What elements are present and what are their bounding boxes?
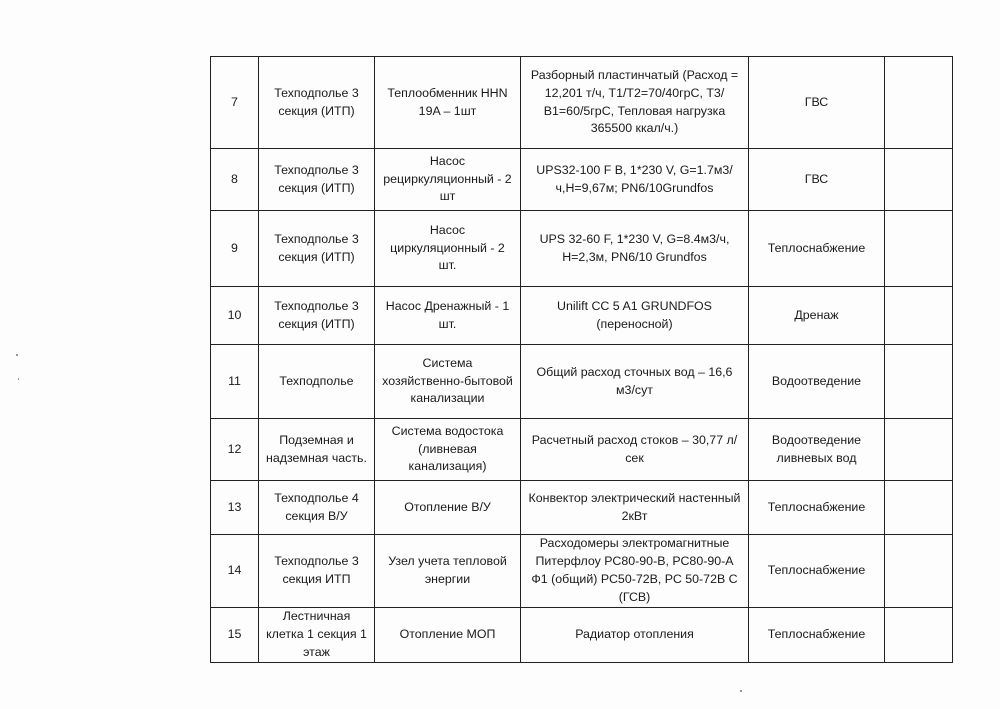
equipment-cell: Насос Дренажный - 1 шт. [375, 287, 521, 345]
row-number: 7 [211, 57, 259, 149]
note-cell [885, 481, 953, 535]
row-number: 14 [211, 535, 259, 608]
system-cell: Теплоснабжение [749, 607, 885, 662]
table-row [211, 345, 953, 419]
characteristics-cell: Расчетный расход стоков – 30,77 л/сек [521, 419, 749, 481]
location-cell: Техподполье 3 секция (ИТП) [259, 287, 375, 345]
equipment-cell: Узел учета тепловой энергии [375, 535, 521, 608]
characteristics-cell: UPS 32-60 F, 1*230 V, G=8.4м3/ч, H=2,3м, PN6/10 Grundfos [521, 211, 749, 287]
note-cell [885, 419, 953, 481]
row-number: 15 [211, 607, 259, 662]
table-row [211, 211, 953, 287]
note-cell [885, 287, 953, 345]
note-cell [885, 345, 953, 419]
location-cell: Лестничная клетка 1 секция 1 этаж [259, 607, 375, 662]
note-cell [885, 211, 953, 287]
table-row [211, 607, 953, 662]
equipment-cell: Отопление МОП [375, 607, 521, 662]
equipment-cell: Насос рециркуляционный - 2 шт [375, 149, 521, 211]
row-number: 13 [211, 481, 259, 535]
equipment-cell: Система водостока (ливневая канализация) [375, 419, 521, 481]
table-row [211, 481, 953, 535]
scan-speck [16, 354, 18, 356]
note-cell [885, 149, 953, 211]
system-cell: Водоотведение [749, 345, 885, 419]
characteristics-cell: UPS32-100 F B, 1*230 V, G=1.7м3/ч,H=9,67м; PN6/10Grundfos [521, 149, 749, 211]
equipment-cell: Насос циркуляционный - 2 шт. [375, 211, 521, 287]
row-number: 12 [211, 419, 259, 481]
characteristics-cell: Общий расход сточных вод – 16,6 м3/сут [521, 345, 749, 419]
equipment-cell: Система хозяйственно-бытовой канализации [375, 345, 521, 419]
scan-speck [740, 690, 742, 692]
scan-speck [18, 378, 19, 380]
table-row [211, 419, 953, 481]
equipment-cell: Отопление В/У [375, 481, 521, 535]
table-row [211, 149, 953, 211]
table-row [211, 287, 953, 345]
location-cell: Техподполье 3 секция (ИТП) [259, 57, 375, 149]
system-cell: Теплоснабжение [749, 481, 885, 535]
characteristics-cell: Расходомеры электромагнитные Питерфлоу РС80-90-В, РС80-90-А Ф1 (общий) РС50-72В, РС 50-72В С (ГСВ) [521, 535, 749, 608]
note-cell [885, 607, 953, 662]
system-cell: ГВС [749, 57, 885, 149]
location-cell: Техподполье 3 секция (ИТП) [259, 149, 375, 211]
equipment-table [210, 56, 953, 663]
characteristics-cell: Конвектор электрический настенный 2кВт [521, 481, 749, 535]
system-cell: Водоотведение ливневых вод [749, 419, 885, 481]
location-cell: Техподполье 4 секция В/У [259, 481, 375, 535]
row-number: 10 [211, 287, 259, 345]
row-number: 9 [211, 211, 259, 287]
row-number: 11 [211, 345, 259, 419]
system-cell: ГВС [749, 149, 885, 211]
equipment-cell: Теплообменник HHN 19A – 1шт [375, 57, 521, 149]
table-row [211, 535, 953, 608]
row-number: 8 [211, 149, 259, 211]
note-cell [885, 535, 953, 608]
characteristics-cell: Unilift CC 5 A1 GRUNDFOS (переносной) [521, 287, 749, 345]
characteristics-cell: Разборный пластинчатый (Расход = 12,201 т/ч, Т1/Т2=70/40грС, Т3/В1=60/5грС, Тепловая нагрузка 365500 ккал/ч.) [521, 57, 749, 149]
location-cell: Техподполье 3 секция ИТП [259, 535, 375, 608]
system-cell: Теплоснабжение [749, 535, 885, 608]
location-cell: Техподполье 3 секция (ИТП) [259, 211, 375, 287]
system-cell: Теплоснабжение [749, 211, 885, 287]
system-cell: Дренаж [749, 287, 885, 345]
location-cell: Техподполье [259, 345, 375, 419]
note-cell [885, 57, 953, 149]
location-cell: Подземная и надземная часть. [259, 419, 375, 481]
table-row [211, 57, 953, 149]
characteristics-cell: Радиатор отопления [521, 607, 749, 662]
